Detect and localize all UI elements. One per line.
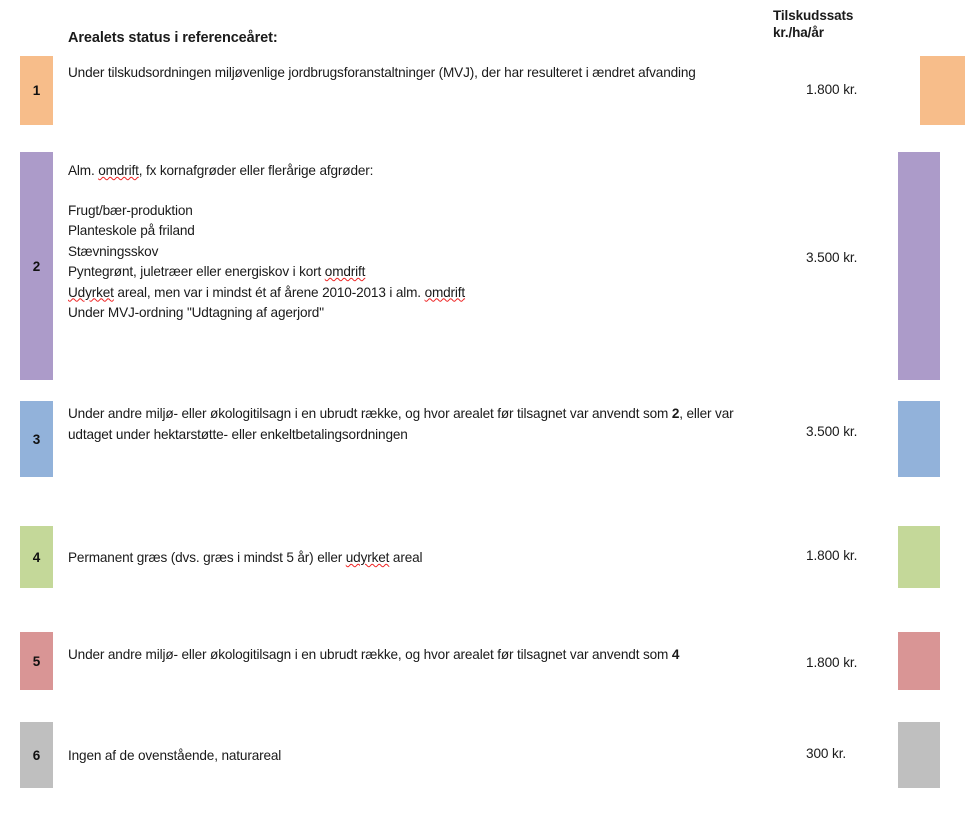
spellcheck-word-omdrift: omdrift (324, 264, 366, 279)
paragraph-gap (68, 182, 758, 201)
row-number-chip-2 (20, 152, 53, 380)
row-number-chip-5 (20, 632, 53, 690)
row-color-swatch-1 (920, 56, 965, 125)
row-list-item-3: Stævningsskov (68, 243, 159, 259)
row-rate-1: 1.800 kr. (806, 82, 858, 97)
row-description-suffix-4: areal (389, 550, 423, 565)
row-intro-prefix-2: Alm. (68, 163, 99, 178)
spellcheck-word-udyrket: udyrket (345, 550, 390, 565)
row-rate-3: 3.500 kr. (806, 424, 858, 439)
row-number-chip-6 (20, 722, 53, 788)
column-header-rate-line2: kr./ha/år (773, 25, 824, 40)
row-description-5 (68, 645, 768, 666)
row-description-suffix-3: , eller var udtaget under hektarstøtte- eller enkeltbetalingsordningen (68, 406, 734, 442)
row-color-swatch-3 (898, 401, 940, 477)
spellcheck-word-omdrift: omdrift (424, 284, 466, 300)
row-reference-category-4: 4 (671, 647, 680, 662)
row-description-text-6: Ingen af de ovenstående, naturareal (68, 748, 282, 763)
spellcheck-word-udyrket: Udyrket (68, 284, 114, 300)
row-rate-6: 300 kr. (806, 746, 847, 761)
row-rate-2: 3.500 kr. (806, 250, 858, 265)
row-description-6 (68, 746, 768, 767)
column-header-rate (773, 7, 853, 41)
row-description-text-1: Under tilskudsordningen miljøvenlige jordbrugsforanstaltninger (MVJ), der har resulteret i ændret afvanding (68, 65, 696, 80)
column-header-rate-line1: Tilskudssats (773, 8, 854, 23)
row-number-3: 3 (32, 431, 41, 447)
row-number-4: 4 (32, 549, 41, 565)
row-color-swatch-4 (898, 526, 940, 588)
row-list-item-4-prefix: Pyntegrønt, juletræer eller energiskov i kort (68, 264, 325, 279)
row-color-swatch-2 (898, 152, 940, 380)
row-number-chip-4 (20, 526, 53, 588)
row-description-4 (68, 548, 768, 569)
spellcheck-word-omdrift: omdrift (98, 163, 139, 178)
row-number-1: 1 (32, 83, 41, 98)
row-intro-suffix-2: , fx kornafgrøder eller flerårige afgrøder: (138, 163, 374, 178)
row-list-item-5 (68, 283, 758, 304)
row-rate-4: 1.800 kr. (806, 548, 858, 563)
row-number-chip-3 (20, 401, 53, 477)
row-reference-category-2: 2 (671, 406, 680, 421)
row-number-2: 2 (32, 258, 41, 274)
row-description-prefix-4: Permanent græs (dvs. græs i mindst 5 år) eller (68, 550, 346, 565)
row-description-2 (68, 161, 758, 324)
row-rate-5: 1.800 kr. (806, 655, 858, 670)
row-number-chip-1 (20, 56, 53, 125)
row-color-swatch-5 (898, 632, 940, 690)
row-description-prefix-5: Under andre miljø- eller økologitilsagn i en ubrudt række, og hvor arealet før tilsagnet var anvendt som (68, 647, 672, 662)
row-list-item-1: Frugt/bær-produktion (68, 202, 193, 218)
row-color-swatch-6 (898, 722, 940, 788)
column-header-status: Arealets status i referenceåret: (68, 30, 278, 46)
row-list-item-4 (68, 262, 758, 283)
row-description-3 (68, 404, 768, 445)
row-description-prefix-3: Under andre miljø- eller økologitilsagn i en ubrudt række, og hvor arealet før tilsagnet var anvendt som (68, 406, 672, 421)
row-description-1 (68, 63, 758, 84)
row-list-item-5-middle: areal, men var i mindst ét af årene 2010-2013 i alm. (113, 284, 425, 300)
row-list-item-2: Planteskole på friland (68, 223, 195, 238)
row-number-5: 5 (32, 653, 41, 669)
row-list-item-6: Under MVJ-ordning "Udtagning af agerjord" (68, 305, 324, 320)
row-number-6: 6 (32, 747, 41, 763)
